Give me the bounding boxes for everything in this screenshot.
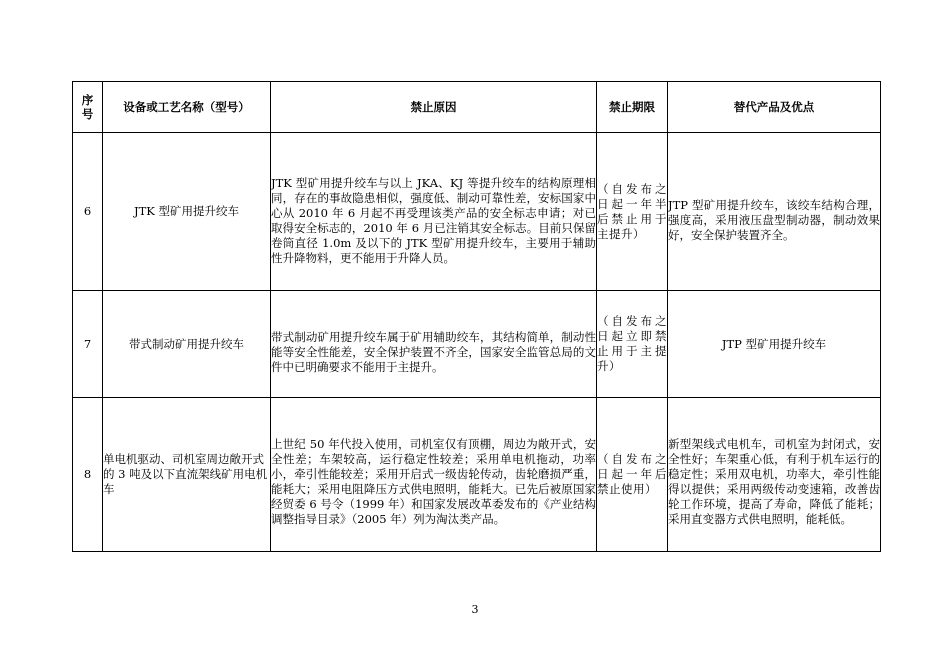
- table-row: [73, 398, 881, 552]
- header-alternative: 替代产品及优点: [668, 82, 881, 133]
- row-alternative: JTP 型矿用提升绞车，该绞车结构合理，强度高，采用液压盘型制动器，制动效果好，安全保护装置齐全。: [668, 133, 881, 291]
- row-equipment-name: 带式制动矿用提升绞车: [103, 291, 271, 398]
- row-ban-reason: JTK 型矿用提升绞车与以上 JKA、KJ 等提升绞车的结构原理相同，存在的事故隐患相似，强度低、制动可靠性差，安标国家中心从 2010 年 6 月起不再受理该类产品的安全标志申请；对已取得安全标志的，2010 年 6 月已注销其安全标志。目前只保留卷筒直径 1.0m 及以下的 JTK 型矿用提升绞车，主要用于辅助性升降物料，更不能用于升降人员。: [271, 133, 597, 291]
- row-serial-number: 7: [73, 291, 103, 398]
- row-serial-number: 8: [73, 398, 103, 552]
- page-number: 3: [471, 603, 479, 616]
- table-row: [73, 291, 881, 398]
- header-ban-reason: 禁止原因: [271, 82, 597, 133]
- row-equipment-name: 单电机驱动、司机室周边敞开式的 3 吨及以下直流架线矿用电机车: [103, 398, 271, 552]
- header-equipment-name: 设备或工艺名称（型号）: [103, 82, 271, 133]
- row-equipment-name: JTK 型矿用提升绞车: [103, 133, 271, 291]
- row-alternative: JTP 型矿用提升绞车: [668, 291, 881, 398]
- row-serial-number: 6: [73, 133, 103, 291]
- row-ban-period: （自发布之日起一年半后禁止用于主提升）: [597, 133, 668, 291]
- row-alternative: 新型架线式电机车，司机室为封闭式，安全性好；车架重心低，有利于机车运行的稳定性；采用双电机，功率大，牵引性能得以提供；采用两级传动变速箱，改善齿轮工作环境，提高了寿命，降低了能耗；采用直变器方式供电照明，能耗低。: [668, 398, 881, 552]
- header-ban-period: 禁止期限: [597, 82, 668, 133]
- row-ban-reason: 带式制动矿用提升绞车属于矿用辅助绞车，其结构简单，制动性能等安全性能差，安全保护装置不齐全，国家安全监管总局的文件中已明确要求不能用于主提升。: [271, 291, 597, 398]
- row-ban-period: （自发布之日起立即禁止用于主提升）: [597, 291, 668, 398]
- ban-list-table: [72, 81, 881, 552]
- table-header-row: [73, 82, 881, 133]
- row-ban-period: （自发布之日起一年后禁止使用）: [597, 398, 668, 552]
- header-serial-number: 序号: [73, 82, 103, 133]
- row-ban-reason: 上世纪 50 年代投入使用，司机室仅有顶棚，周边为敞开式，安全性差；车架较高，运行稳定性较差；采用单电机拖动，功率小，牵引性能较差；采用开启式一级齿轮传动，齿轮磨损严重，能耗大；采用电阻降压方式供电照明，能耗大。已先后被原国家经贸委 6 号令（1999 年）和国家发展改革委发布的《产业结构调整指导目录》（2005 年）列为淘汰类产品。: [271, 398, 597, 552]
- table-row: [73, 133, 881, 291]
